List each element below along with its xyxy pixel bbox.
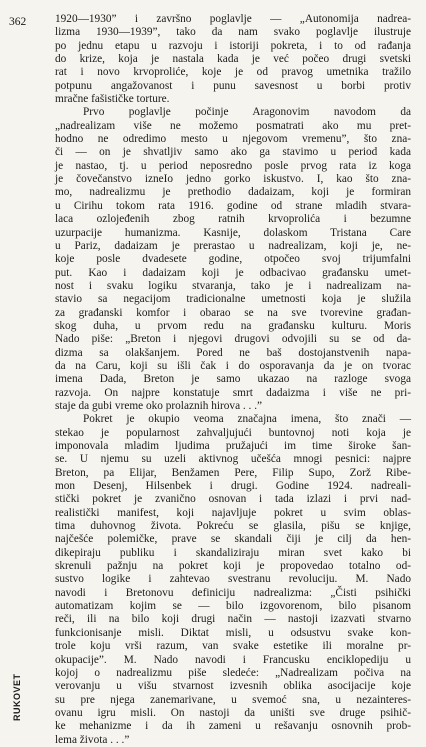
text-line: funkcionisanje misli. Diktat misli, u odsustvu svake kon- xyxy=(55,626,411,639)
text-line: dikepiraju publiku i skandaliziraju miran svet kako bi xyxy=(55,546,411,559)
text-line: či — on je shvatljiv samo ako ga stavimo u period kada xyxy=(55,146,411,159)
text-line: okupacije”. M. Nado navodi i Francusku enciklopediju u xyxy=(55,653,411,666)
text-line: mo, nadrealizmu je prethodio dadaizam, koji je formiran xyxy=(55,186,411,199)
page-number: 362 xyxy=(9,16,27,28)
text-line: put. Kao i dadaizam koji je odbacivao građansku umet- xyxy=(55,266,411,279)
text-line: automatizam kojim se — bilo izgovorenom, bilo pisanom xyxy=(55,600,411,613)
text-line: lizma 1930—1939”, tako da nam svako poglavlje ilustruje xyxy=(55,26,411,39)
text-line: razvoja. On najpre konstatuje smrt dadaizma i više ne pri- xyxy=(55,386,411,399)
text-line: mračne fašističke torture. xyxy=(55,93,170,106)
text-line: koje posle dvadesete godine, otpočeo svoj trijumfalni xyxy=(55,253,411,266)
text-line: stički pokret je zvanično osnovan i tada izlazi i prvi nad- xyxy=(55,493,411,506)
text-line: je nastao, tj. u period neposredno posle prvog rata iz koga xyxy=(55,159,411,172)
text-line: rat i novo krvoproliće, koje je od pravog umetnika tražilo xyxy=(55,66,411,79)
text-line: dizma sa olakšanjem. Pored ne baš dostojanstvenih napa- xyxy=(55,346,411,359)
text-line: stavio sa negacijom tradicionalne umetnosti koja je služila xyxy=(55,293,411,306)
text-line: potpunu angažovanost i punu savesnost u borbi protiv xyxy=(55,79,411,92)
text-line: skrenuli pažnju na pokret koji je propovedao totalno od- xyxy=(55,560,411,573)
text-line: skog duha, u prvom redu na građansku kulturu. Moris xyxy=(55,319,411,332)
text-line: trole koju vrši razum, van svake estetike ili moralne pr- xyxy=(55,640,411,653)
text-line: uzurpacije humanizma. Kasnije, dolaskom Tristana Care xyxy=(55,226,411,239)
text-line: realistički manifest, koji najavljuje pokret u svim oblas- xyxy=(55,506,411,519)
text-line: najčešće polemičke, prave se skandali čiji je cilj da hen- xyxy=(55,533,411,546)
text-line: Breton, pa Elijar, Benžamen Pere, Filip Supo, Zorž Ribe- xyxy=(55,466,411,479)
text-line: imponovala mladim ljudima pružajući im time široke šan- xyxy=(55,440,411,452)
text-line: kojoj o nadrealizmu piše sledeće: „Nadrealizam počiva na xyxy=(55,666,411,679)
text-line: da na Caru, koji su išli čak i do osporavanja da je on tvorac xyxy=(55,359,411,372)
text-line: ovanu igru misli. On nastoji da uništi sve druge psihič- xyxy=(55,706,411,719)
text-line: po jednu etapu u razvoju i istoriji pokreta, i to od rađanja xyxy=(55,39,411,52)
text-line: laca ozlojeđenih zbog ratnih krvoprolića i bezumne xyxy=(55,213,411,226)
text-line: navodi i Bretonovu definiciju nadrealizma: „Čisti psihički xyxy=(55,586,411,599)
text-line: Pokret je okupio veoma značajna imena, što znači — xyxy=(83,413,411,426)
text-line: u Pariz, dadaizam je prerastao u nadrealizam, koji je, ne- xyxy=(55,239,411,252)
text-line: mon Desenj, Hilsenbek i drugi. Godine 1924. nadreali- xyxy=(55,480,411,493)
text-line: Nado piše: „Breton i njegovi drugovi odvojili su se od da- xyxy=(55,333,411,346)
text-line: reči, ili na bilo koji drugi način — nastoji izazvati stvarno xyxy=(55,613,411,626)
text-line: do krize, koja je nastala kada je već počeo drugi svetski xyxy=(55,53,411,66)
text-line: stekao je popularnost zahvaljujući buntovnoj noti koja je xyxy=(55,426,411,439)
paragraph xyxy=(55,13,411,106)
text-line: za građanski komfor i obarao se na sve tvorevine građan- xyxy=(55,306,411,319)
text-line: „nadrealizam više ne možemo posmatrati ako mu pret- xyxy=(55,119,411,132)
paragraph xyxy=(55,413,411,747)
text-line: Prvo poglavlje počinje Aragonovim navodom da xyxy=(83,106,411,119)
text-line: je čovečanstvo izneIo jedno gorko iskustvo. I, kao što zna- xyxy=(55,173,411,186)
text-line: verovanju u višu stvarnost izvesnih oblika asocijacije koje xyxy=(55,680,411,693)
text-line: nost i svaku logiku stvaranja, tako je i nadrealizam na- xyxy=(55,279,411,292)
text-line: sustvo logike i zahtevao svestranu revoluciju. M. Nado xyxy=(55,573,411,586)
text-line: u Cirihu tokom rata 1916. godine od strane mladih stvara- xyxy=(55,199,411,212)
text-line: lema života . . .” xyxy=(55,733,130,746)
paragraph xyxy=(55,106,411,413)
text-line: imena Dada, Breton je samo ukazao na razloge svoga xyxy=(55,373,411,386)
text-line: 1920—1930” i završno poglavlje — „Autonomija nadrea- xyxy=(55,13,411,25)
text-line: staje da gubi vreme oko prolaznih hirova . . .” xyxy=(55,399,263,412)
text-line: hodno ne odredimo mesto u njegovom vremenu”, što zna- xyxy=(55,133,411,146)
text-line: se. U njemu su uzeli aktivnog učešća mnogi pesnici: najpre xyxy=(55,453,411,466)
body-text xyxy=(55,13,411,747)
text-line: ke mehanizme i da ih zameni u rešavanju osnovnih prob- xyxy=(55,720,411,733)
running-title: RUKOVET xyxy=(12,673,22,721)
text-line: su pre njega zanemarivane, u svemoć sna, u nezainteres- xyxy=(55,693,411,706)
text-line: tima duhovnog života. Pokreću se glasila, pišu se knjige, xyxy=(55,520,411,533)
